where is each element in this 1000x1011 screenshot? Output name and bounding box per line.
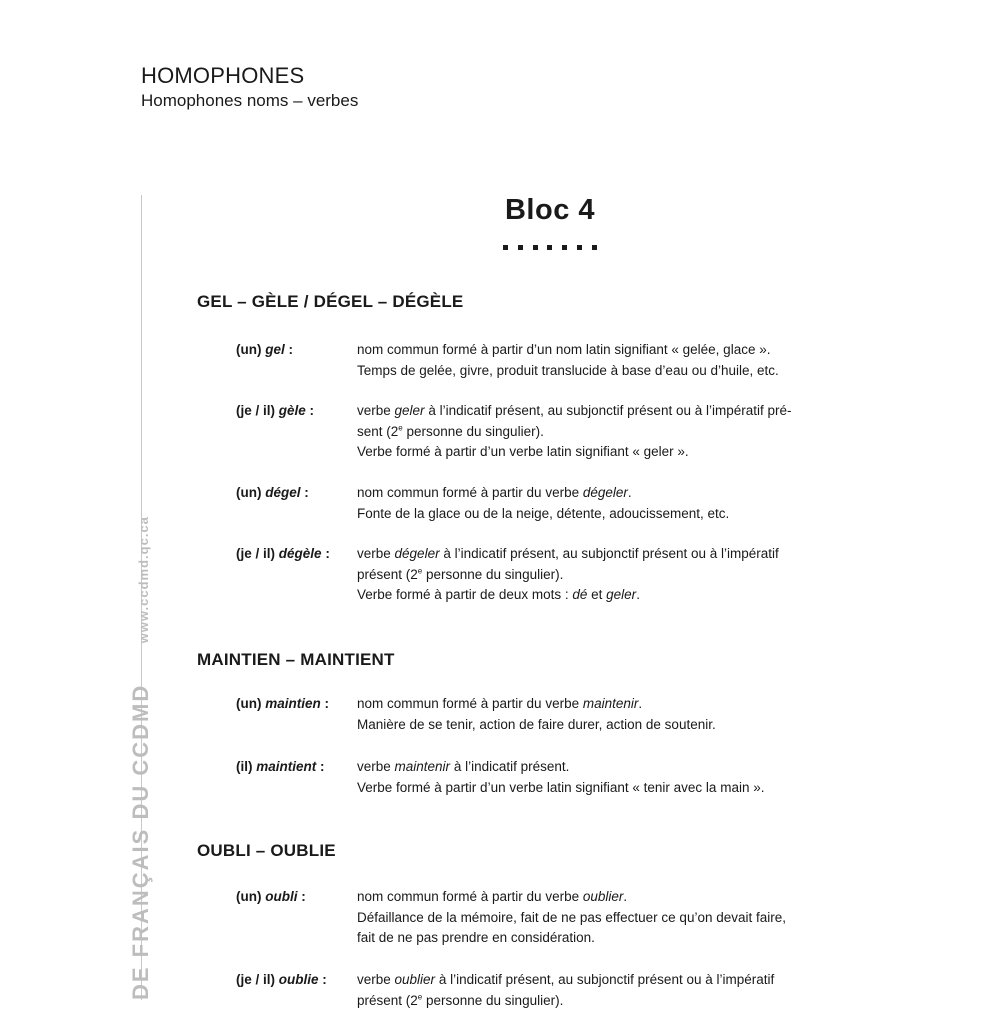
entry-definition [357, 694, 917, 735]
definition-run: geler [606, 587, 636, 602]
definition-run: oublier [583, 889, 624, 904]
header-subtitle: Homophones noms – verbes [141, 90, 358, 112]
definition-run: e [418, 566, 422, 575]
section-gel [197, 291, 463, 313]
entry-term: (un) maintien : [236, 694, 329, 715]
definition-run: Manière de se tenir, action de faire durer, action de soutenir. [357, 717, 716, 732]
definition-line [357, 565, 917, 586]
entry-definition [357, 887, 917, 949]
definition-run: geler [395, 403, 425, 418]
definition-line [357, 504, 917, 525]
definition-run: dé [572, 587, 587, 602]
definition-run: nom commun formé à partir du verbe [357, 889, 583, 904]
definition-line [357, 340, 917, 361]
section-title: GEL – GÈLE / DÉGEL – DÉGÈLE [197, 291, 463, 313]
section-maintien [197, 649, 395, 671]
definition-run: Verbe formé à partir de deux mots : [357, 587, 572, 602]
entry-term: (un) oubli : [236, 887, 306, 908]
entry-term: (un) dégel : [236, 483, 309, 504]
definition-run: Verbe formé à partir d’un verbe latin signifiant « geler ». [357, 444, 689, 459]
definition-run: fait de ne pas prendre en considération. [357, 930, 595, 945]
definition-line [357, 928, 917, 949]
definition-run: personne du singulier). [422, 993, 563, 1008]
definition-run: Verbe formé à partir d’un verbe latin signifiant « tenir avec la main ». [357, 780, 764, 795]
definition-line [357, 361, 917, 382]
entry-definition [357, 970, 917, 1011]
definition-line [357, 585, 917, 606]
entry-term: (je / il) dégèle : [236, 544, 330, 565]
definition-run: nom commun formé à partir du verbe [357, 485, 583, 500]
definition-run: et [587, 587, 606, 602]
bloc-heading [0, 194, 1000, 227]
definition-run: personne du singulier). [422, 567, 563, 582]
header-title: HOMOPHONES [141, 62, 358, 90]
definition-run: e [398, 423, 402, 432]
page-header [141, 62, 358, 112]
definition-run: verbe [357, 972, 395, 987]
entry-term: (je / il) oublie : [236, 970, 327, 991]
definition-run: Temps de gelée, givre, produit translucide à base d’eau ou d’huile, etc. [357, 363, 779, 378]
definition-run: présent (2 [357, 993, 418, 1008]
section-oubli [197, 840, 336, 862]
definition-line [357, 483, 917, 504]
definition-run: . [636, 587, 640, 602]
definition-run: Fonte de la glace ou de la neige, détente, adoucissement, etc. [357, 506, 729, 521]
definition-run: verbe [357, 759, 395, 774]
section-title: MAINTIEN – MAINTIENT [197, 649, 395, 671]
entry-term: (il) maintient : [236, 757, 325, 778]
definition-line [357, 757, 917, 778]
definition-line [357, 694, 917, 715]
definition-line [357, 908, 917, 929]
definition-run: verbe [357, 546, 395, 561]
definition-run: . [623, 889, 627, 904]
entry-definition [357, 757, 917, 798]
definition-line [357, 544, 917, 565]
definition-run: . [638, 696, 642, 711]
definition-line [357, 401, 917, 422]
definition-run: sent (2 [357, 424, 398, 439]
definition-line [357, 778, 917, 799]
definition-run: nom commun formé à partir d’un nom latin signifiant « gelée, glace ». [357, 342, 770, 357]
definition-line [357, 970, 917, 991]
definition-run: à l’indicatif présent, au subjonctif présent ou à l’impératif pré- [425, 403, 792, 418]
definition-run: . [628, 485, 632, 500]
definition-line [357, 991, 917, 1011]
section-title: OUBLI – OUBLIE [197, 840, 336, 862]
definition-run: à l’indicatif présent, au subjonctif présent ou à l’impératif [435, 972, 774, 987]
definition-run: e [418, 992, 422, 1001]
entry-term: (je / il) gèle : [236, 401, 314, 422]
definition-run: à l’indicatif présent, au subjonctif présent ou à l’impératif [440, 546, 779, 561]
entry-term: (un) gel : [236, 340, 293, 361]
entry-definition [357, 340, 917, 381]
definition-run: personne du singulier). [403, 424, 544, 439]
definition-run: oublier [395, 972, 436, 987]
definition-run: dégeler [395, 546, 440, 561]
entry-definition [357, 401, 917, 463]
side-url: www.ccdmd.qc.ca [136, 516, 151, 643]
definition-line [357, 442, 917, 463]
definition-line [357, 715, 917, 736]
definition-run: Défaillance de la mémoire, fait de ne pas effectuer ce qu’on devait faire, [357, 910, 786, 925]
side-brand: DE FRANÇAIS DU CCDMD [128, 684, 153, 1000]
definition-run: nom commun formé à partir du verbe [357, 696, 583, 711]
definition-run: à l’indicatif présent. [450, 759, 569, 774]
bloc-title: Bloc 4 [505, 194, 595, 226]
definition-run: présent (2 [357, 567, 418, 582]
definition-run: verbe [357, 403, 395, 418]
entry-definition [357, 483, 917, 524]
definition-line [357, 887, 917, 908]
bloc-dotted-rule [503, 245, 597, 250]
definition-line [357, 422, 917, 443]
definition-run: dégeler [583, 485, 628, 500]
side-watermark [128, 516, 154, 1000]
definition-run: maintenir [583, 696, 639, 711]
entry-definition [357, 544, 917, 606]
definition-run: maintenir [395, 759, 451, 774]
